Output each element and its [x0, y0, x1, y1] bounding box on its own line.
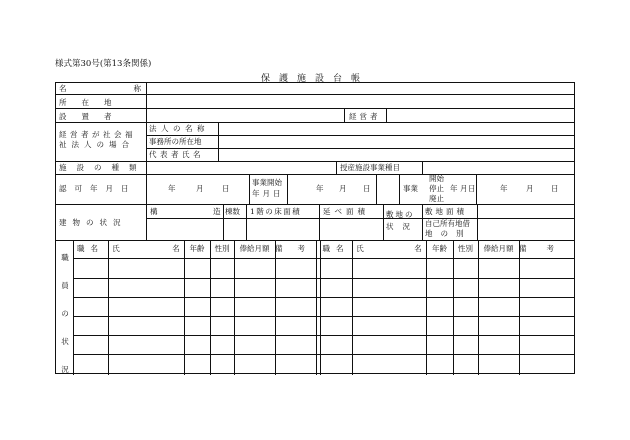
staff-col-line [426, 240, 427, 375]
row-divider [56, 240, 574, 241]
staff-col-line [320, 240, 321, 375]
staff-col-line [519, 240, 520, 375]
staff-col-line [453, 240, 454, 375]
status-day-label: 日 [468, 184, 476, 193]
cell-divider [223, 204, 224, 240]
label-building-count: 棟数 [225, 207, 240, 216]
start-year-label: 年 [316, 184, 324, 193]
start-day-label: 日 [363, 184, 371, 193]
col-name-prefix-right: 氏 [356, 244, 364, 253]
row-divider [146, 148, 574, 149]
label-business-start-2: 年月日 [252, 189, 284, 198]
start-month-label: 月 [339, 184, 347, 193]
staff-row-line [73, 278, 574, 279]
row-divider [56, 161, 574, 162]
cell-divider [477, 204, 478, 240]
staff-row-line [73, 316, 574, 317]
cell-divider [422, 161, 423, 174]
row-divider [56, 122, 574, 123]
col-position-left: 職名 [77, 244, 104, 253]
col-salary-left: 俸給月額 [239, 244, 270, 253]
cell-divider [287, 174, 288, 204]
status-year-label: 年 [450, 184, 458, 193]
label-owned-or-leased-2: 地の別 [425, 229, 472, 238]
staff-row-line [73, 258, 574, 259]
row-divider [56, 108, 574, 109]
cell-divider [476, 174, 477, 204]
label-site-area: 敷地面積 [425, 207, 467, 216]
label-divider [146, 83, 147, 240]
form-title: 保護施設台帳 [260, 74, 369, 84]
cell-divider [249, 174, 250, 204]
form-number: 様式第30号(第13条関係) [55, 59, 152, 69]
label-site-status-1: 敷地の [386, 210, 415, 219]
cell-divider [386, 108, 387, 122]
label-building-status: 建物の状況 [59, 218, 127, 227]
status-date-month-label: 月 [526, 184, 534, 193]
col-age-left: 年齢 [189, 244, 205, 253]
staff-col-line [234, 240, 235, 375]
label-social-welfare-corp-1: 経営者が社会福 [59, 130, 136, 139]
label-site-status-2: 状況 [386, 222, 419, 231]
col-name-suffix-right: 名 [414, 244, 422, 253]
label-first-floor-area: 1階の床面積 [250, 207, 302, 216]
col-sex-right: 性別 [458, 244, 473, 253]
staff-col-line [108, 240, 109, 375]
label-status-start: 開始 [429, 174, 444, 183]
col-position-right: 職名 [322, 244, 350, 253]
label-location: 所在地 [59, 98, 127, 107]
label-status-stop: 停止 [429, 184, 444, 193]
label-office-location: 事務所の所在地 [149, 137, 202, 146]
label-representative: 代表者氏名 [149, 150, 204, 159]
col-name-prefix-left: 氏 [112, 244, 120, 253]
col-name-suffix-left: 名 [172, 244, 180, 253]
cell-divider [336, 161, 337, 174]
status-date-day-label: 日 [551, 184, 559, 193]
label-structure: 構 [150, 207, 158, 216]
cell-divider [399, 174, 400, 204]
approval-day-label: 日 [222, 184, 230, 193]
label-status-abolish: 廃止 [429, 194, 444, 203]
label-structure-suffix: 造 [213, 207, 221, 216]
approval-month-label: 月 [196, 184, 204, 193]
label-approval-date: 認可年月日 [59, 184, 137, 193]
staff-col-line [73, 240, 74, 375]
col-age-right: 年齢 [432, 244, 447, 253]
label-establisher: 設置者 [59, 112, 127, 121]
staff-section-label: 職 員 の 状 況 [61, 253, 69, 374]
staff-row-line [73, 297, 574, 298]
register-table [55, 82, 575, 374]
label-total-floor-area: 延べ面積 [323, 207, 369, 216]
label-owned-or-leased-1: 自己所有地借 [425, 219, 470, 228]
row-divider [146, 135, 574, 136]
staff-col-line [316, 240, 317, 375]
staff-col-line [352, 240, 353, 375]
label-operator: 経営者 [349, 112, 381, 121]
staff-col-line [184, 240, 185, 375]
label-business-start-1: 事業開始 [252, 178, 282, 187]
staff-col-line [478, 240, 479, 375]
cell-divider [246, 204, 247, 240]
col-salary-right: 俸給月額 [483, 244, 514, 253]
row-divider [56, 174, 574, 175]
label-facility-type: 施設の種類 [59, 163, 147, 172]
staff-col-line [210, 240, 211, 375]
staff-col-line [275, 240, 276, 375]
staff-row-line [73, 354, 574, 355]
label-business: 事業 [403, 184, 418, 193]
label-name: 名 称 [59, 84, 141, 93]
col-remarks-left: 備考 [275, 244, 320, 253]
label-social-welfare-corp-2: 祉法人の場合 [59, 140, 134, 149]
col-sex-left: 性別 [214, 244, 230, 253]
label-vocational-program-type: 授産施設事業種目 [340, 163, 400, 172]
row-divider [56, 204, 574, 205]
label-name-tail: 称 [133, 84, 141, 93]
col-remarks-right: 備考 [519, 244, 574, 253]
status-month-label: 月 [460, 184, 468, 193]
row-divider [56, 94, 574, 95]
cell-divider [218, 122, 219, 161]
status-date-year-label: 年 [500, 184, 508, 193]
cell-divider [422, 204, 423, 240]
cell-divider [319, 204, 320, 240]
staff-row-line [73, 335, 574, 336]
cell-divider [383, 204, 384, 240]
cell-divider [344, 108, 345, 122]
cell-divider [376, 174, 377, 204]
approval-year-label: 年 [168, 184, 176, 193]
label-corp-name: 法人の名称 [149, 124, 209, 133]
